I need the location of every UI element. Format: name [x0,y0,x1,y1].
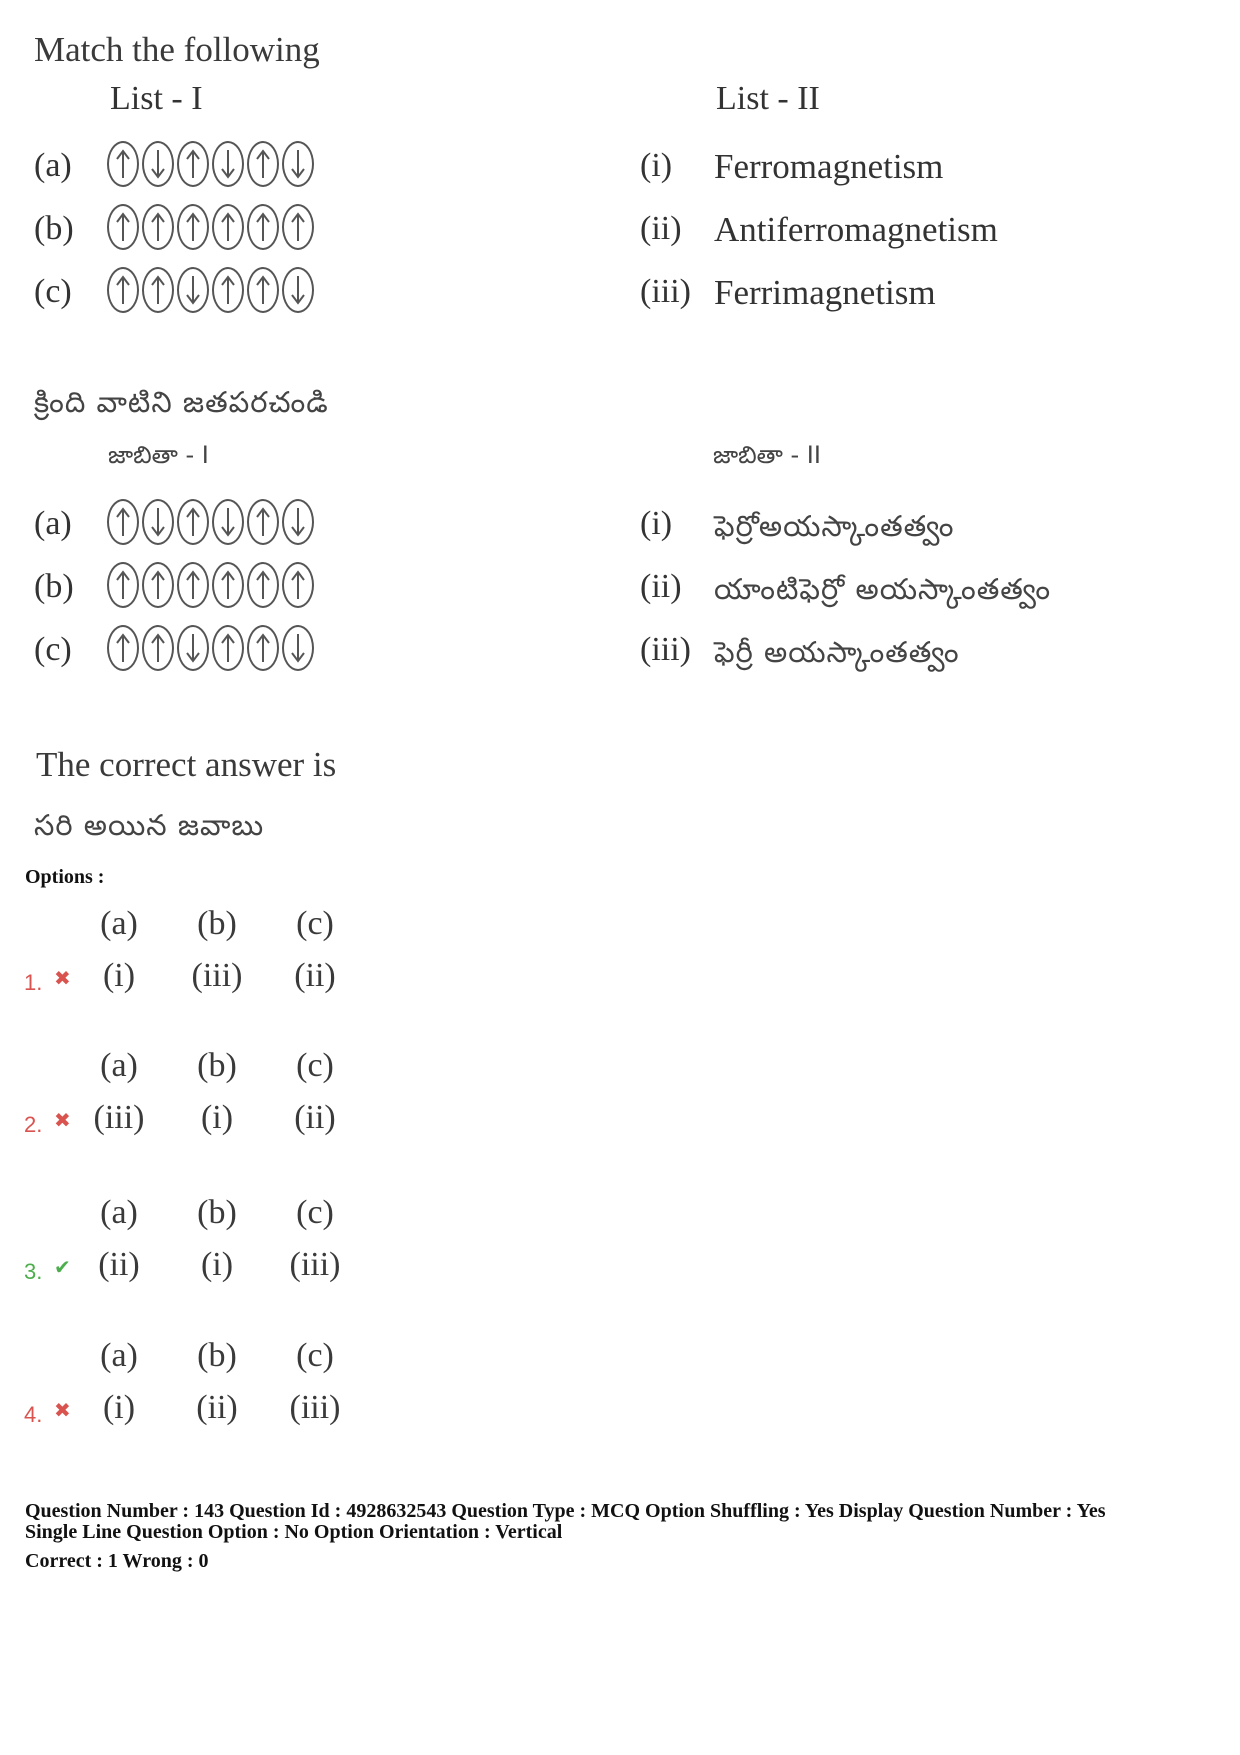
term-text: Antiferromagnetism [714,210,998,249]
question-title: Match the following [34,30,320,69]
option-match-value: (iii) [191,957,243,994]
row-label: (a) [34,147,72,184]
spin-up-icon [107,267,139,313]
option-match-value: (ii) [196,1389,238,1426]
spin-up-icon [142,562,174,608]
cross-icon: ✖ [54,968,71,990]
spin-up-icon [107,141,139,187]
term-number: (ii) [640,568,682,605]
option-column-head: (a) [100,905,138,942]
term-text: ఫెర్రీ అయస్కాంతత్వం [714,635,960,669]
spin-up-icon [247,204,279,250]
spin-down-icon [212,141,244,187]
term-text: యాంటిఫెర్రో అయస్కాంతత్వం [714,572,1052,606]
spin-up-icon [282,204,314,250]
spin-up-icon [247,625,279,671]
option-2[interactable] [70,1040,364,1144]
spin-up-icon [212,267,244,313]
option-column-head: (a) [100,1047,138,1084]
option-match-value: (ii) [98,1246,140,1283]
term-text: Ferromagnetism [714,147,944,186]
spin-arrangement [107,562,314,608]
question-meta [25,1501,1225,1543]
option-column-head: (b) [197,1194,237,1231]
option-match-value: (iii) [289,1389,341,1426]
spin-up-icon [107,625,139,671]
meta-correct-wrong: Correct : 1 Wrong : 0 [25,1550,209,1572]
row-label: (b) [34,210,74,247]
option-3[interactable] [70,1187,364,1291]
option-column-head: (b) [197,905,237,942]
option-match-value: (i) [200,1246,234,1283]
spin-up-icon [177,141,209,187]
spin-up-icon [177,499,209,545]
option-column-head: (c) [296,905,334,942]
spin-up-icon [282,562,314,608]
list-2-heading-telugu: జాబితా - II [713,441,821,469]
spin-arrangement [107,141,314,187]
spin-up-icon [142,204,174,250]
list-2-heading: List - II [716,80,820,117]
row-label: (c) [34,631,72,668]
option-column-head: (c) [296,1337,334,1374]
answer-prompt-telugu: సరి అయిన జవాబు [34,808,265,842]
option-1[interactable] [70,898,364,1002]
spin-down-icon [212,499,244,545]
meta-line-1: Question Number : 143 Question Id : 4928632543 Question Type : MCQ Option Shuffling : Yes Display Question Number : Yes [25,1500,1106,1522]
option-match-value: (ii) [294,1099,336,1136]
option-match-value: (ii) [294,957,336,994]
spin-arrangement [107,267,314,313]
term-number: (ii) [640,210,682,247]
term-number: (i) [640,147,673,184]
cross-icon: ✖ [54,1110,71,1132]
spin-down-icon [142,141,174,187]
cross-icon: ✖ [54,1400,71,1422]
option-column-head: (a) [100,1337,138,1374]
list-1-heading: List - I [110,80,203,117]
spin-down-icon [142,499,174,545]
spin-arrangement [107,204,314,250]
spin-up-icon [247,267,279,313]
row-label: (a) [34,505,72,542]
option-match-value: (i) [200,1099,234,1136]
term-number: (iii) [640,631,691,668]
option-match-value: (iii) [93,1099,145,1136]
row-label: (c) [34,273,72,310]
option-match-value: (i) [102,957,136,994]
spin-down-icon [282,141,314,187]
options-label: Options : [25,866,105,888]
spin-up-icon [107,499,139,545]
row-label: (b) [34,568,74,605]
spin-up-icon [212,562,244,608]
spin-up-icon [247,499,279,545]
option-number: 1. [24,970,43,995]
spin-arrangement [107,625,314,671]
spin-up-icon [247,141,279,187]
list-1-heading-telugu: జాబితా - I [108,441,209,469]
option-column-head: (b) [197,1337,237,1374]
spin-down-icon [282,267,314,313]
spin-arrangement [107,499,314,545]
spin-down-icon [282,499,314,545]
spin-up-icon [212,625,244,671]
option-column-head: (a) [100,1194,138,1231]
term-number: (i) [640,505,673,542]
term-text: Ferrimagnetism [714,273,936,312]
question-title-telugu: క్రింది వాటిని జతపరచండి [34,385,329,419]
option-column-head: (b) [197,1047,237,1084]
spin-up-icon [107,204,139,250]
option-match-value: (i) [102,1389,136,1426]
option-column-head: (c) [296,1194,334,1231]
spin-up-icon [142,267,174,313]
spin-down-icon [282,625,314,671]
option-number: 4. [24,1402,43,1427]
meta-line-2: Single Line Question Option : No Option Orientation : Vertical [25,1521,563,1543]
option-number: 3. [24,1259,43,1284]
option-match-value: (iii) [289,1246,341,1283]
spin-up-icon [142,625,174,671]
term-text: ఫెర్రోఅయస్కాంతత్వం [714,509,955,543]
option-4[interactable] [70,1330,364,1434]
option-number: 2. [24,1112,43,1137]
spin-up-icon [212,204,244,250]
answer-prompt: The correct answer is [36,745,337,784]
spin-down-icon [177,625,209,671]
option-column-head: (c) [296,1047,334,1084]
check-icon: ✔ [54,1257,71,1279]
spin-down-icon [177,267,209,313]
spin-up-icon [177,562,209,608]
term-number: (iii) [640,273,691,310]
spin-up-icon [107,562,139,608]
spin-up-icon [247,562,279,608]
spin-up-icon [177,204,209,250]
